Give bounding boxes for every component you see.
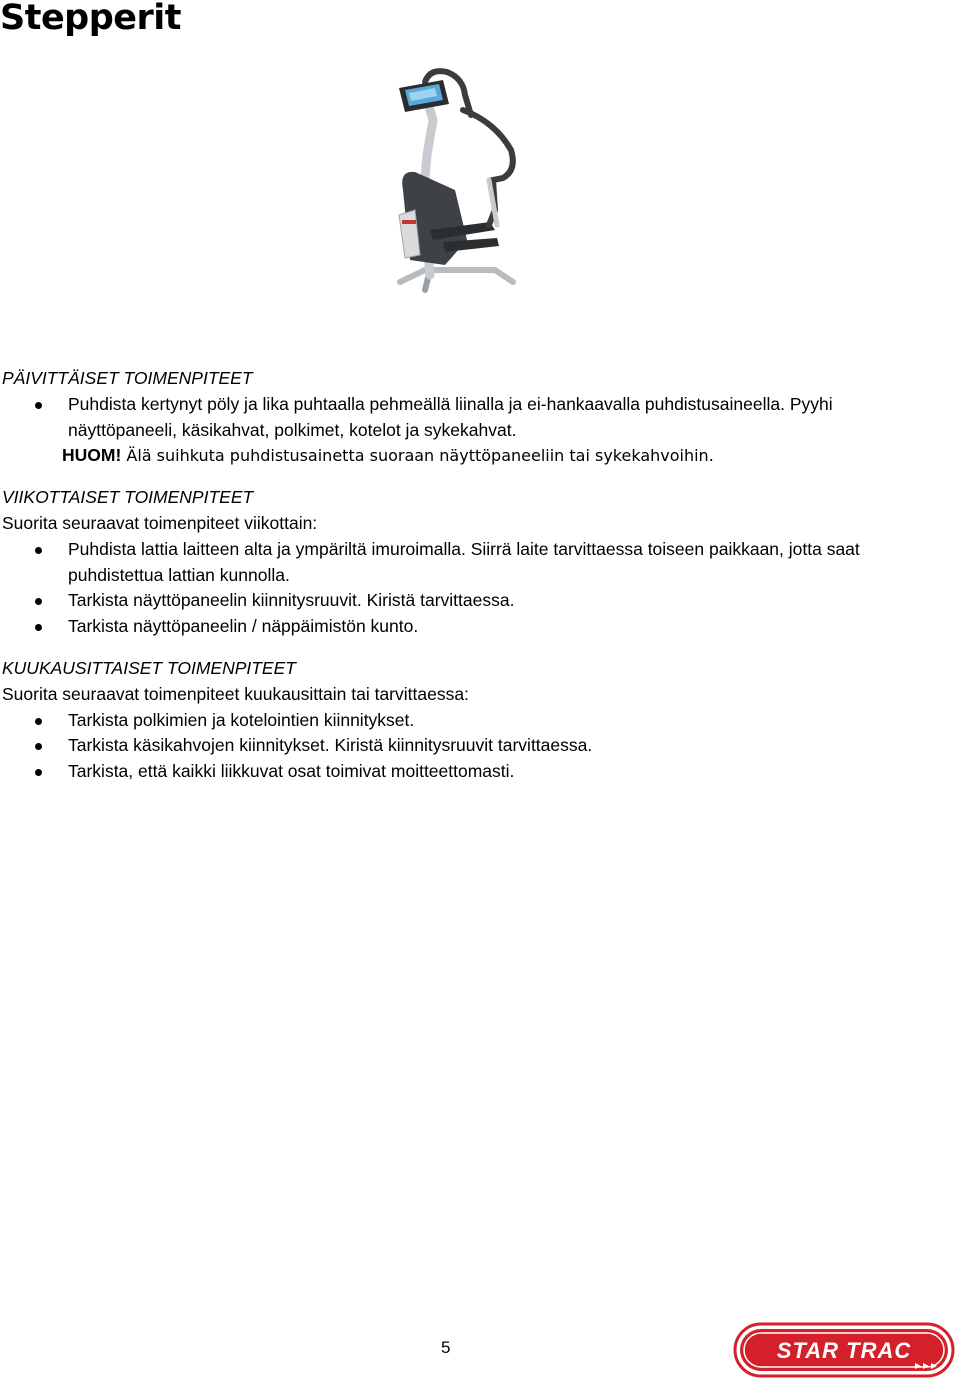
bullet-icon: [35, 624, 42, 631]
list-item-text: Tarkista, että kaikki liikkuvat osat toimivat moitteettomasti.: [68, 761, 515, 782]
monthly-section: [2, 656, 922, 785]
page-number: 5: [441, 1338, 451, 1357]
weekly-heading: VIIKOTTAISET TOIMENPITEET: [2, 487, 254, 508]
monthly-intro: Suorita seuraavat toimenpiteet kuukausittain tai tarvittaessa:: [2, 683, 469, 704]
list-item-text: Tarkista käsikahvojen kiinnitykset. Kiristä kiinnitysruuvit tarvittaessa.: [68, 735, 593, 756]
bullet-icon: [35, 743, 42, 750]
list-item: [2, 614, 922, 640]
list-item-text: Tarkista polkimien ja kotelointien kiinnitykset.: [68, 709, 415, 730]
list-item-text: Tarkista näyttöpaneelin kiinnitysruuvit. Kiristä tarvittaessa.: [68, 590, 515, 611]
monthly-heading: KUUKAUSITTAISET TOIMENPITEET: [2, 657, 296, 678]
note-text: Älä suihkuta puhdistusainetta suoraan näyttöpaneeliin tai sykekahvoihin.: [121, 446, 714, 466]
maintenance-content: [2, 366, 922, 801]
list-item-text: Puhdista kertynyt pöly ja lika puhtaalla pehmeällä liinalla ja ei-hankaavalla puhdistusaineella. Pyyhi näyttöpaneeli, käsikahvat, polkimet, kotelot ja sykekahvat.: [68, 393, 833, 440]
weekly-section: [2, 485, 922, 640]
bullet-icon: [35, 402, 42, 409]
weekly-list: [2, 537, 922, 640]
list-item: [2, 537, 922, 589]
logo-text: STAR TRAC: [776, 1338, 912, 1363]
list-item: [2, 708, 922, 734]
weekly-intro: Suorita seuraavat toimenpiteet viikottain:: [2, 512, 318, 533]
list-item: [2, 392, 922, 444]
note-label: HUOM!: [62, 445, 122, 466]
daily-section: [2, 366, 922, 469]
list-item: [2, 588, 922, 614]
list-item: [2, 759, 922, 785]
list-item: [2, 733, 922, 759]
bullet-icon: [35, 769, 42, 776]
monthly-list: [2, 708, 922, 785]
daily-list: [2, 392, 922, 444]
bullet-icon: [35, 598, 42, 605]
page-title: Stepperit: [0, 0, 182, 38]
list-item-text: Puhdista lattia laitteen alta ja ympäriltä imuroimalla. Siirrä laite tarvittaessa toiseen paikkaan, jotta saat puhdistettua lattian kunnolla.: [68, 538, 860, 585]
stepper-machine-image: [385, 60, 535, 305]
list-item-text: Tarkista näyttöpaneelin / näppäimistön kunto.: [68, 616, 419, 637]
bullet-icon: [35, 718, 42, 725]
daily-heading: PÄIVITTÄISET TOIMENPITEET: [2, 368, 253, 388]
daily-note: [2, 443, 922, 469]
star-trac-logo: [733, 1322, 955, 1378]
bullet-icon: [35, 547, 42, 554]
